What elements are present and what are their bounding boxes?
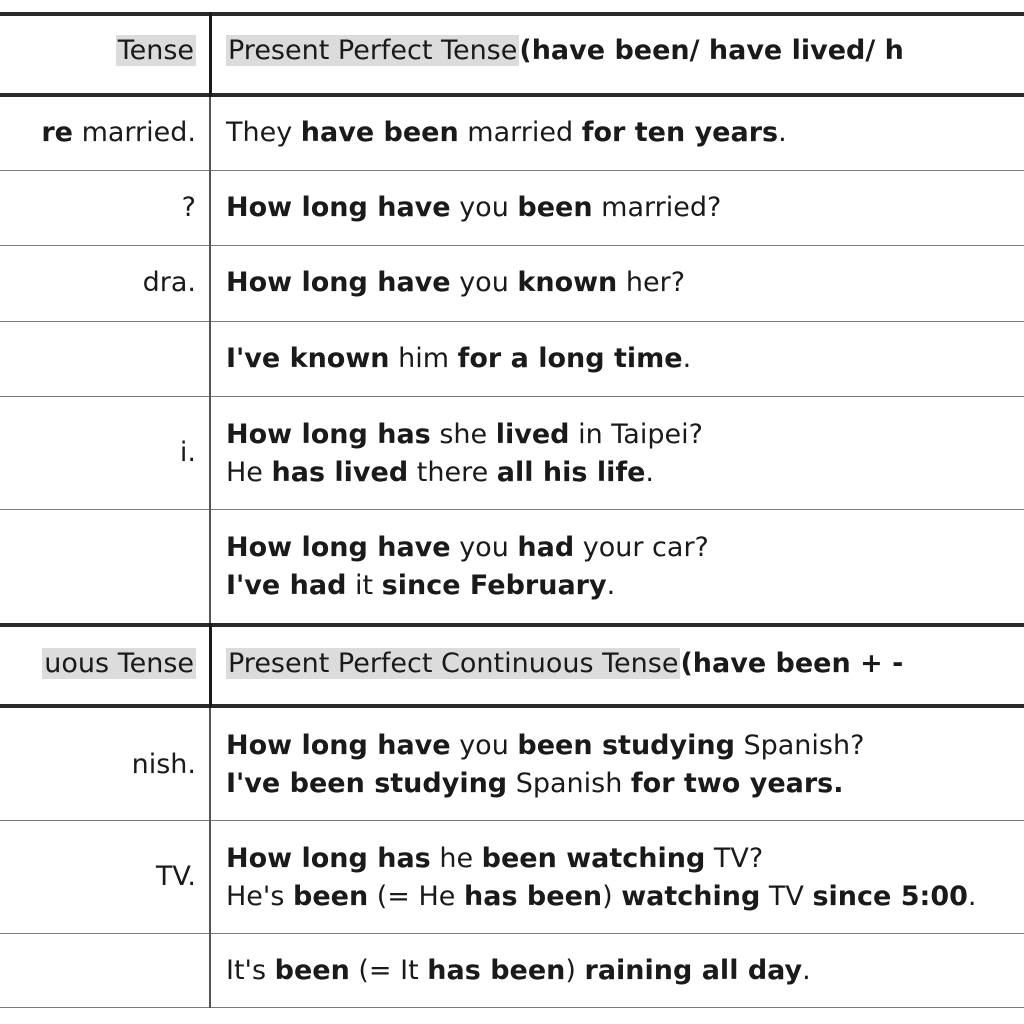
- emphasis-text: How long have: [226, 532, 451, 563]
- header1-forms: (have been/ have lived/ h: [519, 35, 904, 66]
- plain-text: It's: [226, 955, 275, 986]
- plain-text: (= He: [368, 881, 465, 912]
- emphasis-text: lived: [495, 419, 570, 450]
- s2-row2-left: TV.: [155, 861, 196, 892]
- plain-text: .: [802, 955, 811, 986]
- emphasis-text: How long have: [226, 730, 451, 761]
- s1-row4-right: [226, 340, 691, 378]
- header2-forms: (have been + -: [680, 648, 904, 679]
- plain-text: ): [565, 955, 585, 986]
- plain-text: He: [226, 457, 272, 488]
- emphasis-text: How long have: [226, 267, 451, 298]
- emphasis-text: How long has: [226, 843, 431, 874]
- s1-row1-left-text: married.: [73, 117, 196, 148]
- plain-text: married: [458, 117, 582, 148]
- s1-row5-right: [226, 416, 703, 492]
- header2-left-text: uous Tense: [44, 648, 194, 679]
- header1-bottom-border: [0, 93, 1024, 97]
- emphasis-text: had: [517, 532, 575, 563]
- s1-row1-right: [226, 114, 787, 152]
- example-line: [226, 840, 977, 878]
- row-divider: [0, 170, 1024, 171]
- column-divider-header2: [209, 623, 212, 708]
- plain-text: .: [778, 117, 787, 148]
- example-line: [226, 567, 709, 605]
- column-divider-section1: [209, 97, 211, 623]
- example-line: [226, 765, 864, 803]
- plain-text: Spanish?: [734, 730, 865, 761]
- s1-row1-left-bold: re: [41, 117, 73, 148]
- plain-text: she: [430, 419, 496, 450]
- s1-row1-left: [41, 114, 196, 152]
- header2-left-cell: [42, 645, 196, 683]
- emphasis-text: since 5:00: [812, 881, 968, 912]
- row-divider: [0, 396, 1024, 397]
- emphasis-text: has been: [427, 955, 566, 986]
- row-divider: [0, 933, 1024, 934]
- plain-text: him: [389, 343, 458, 374]
- row-divider: [0, 509, 1024, 510]
- emphasis-text: been studying: [517, 730, 735, 761]
- row-divider: [0, 245, 1024, 246]
- emphasis-text: been: [517, 192, 593, 223]
- example-line: [226, 340, 691, 378]
- plain-text: TV: [760, 881, 813, 912]
- emphasis-text: have been: [300, 117, 459, 148]
- example-line: [226, 878, 977, 916]
- s1-row2-right: [226, 189, 721, 227]
- example-line: [226, 416, 703, 454]
- s1-row3-left: dra.: [142, 267, 196, 298]
- emphasis-text: for two years.: [630, 768, 844, 799]
- emphasis-text: for a long time: [457, 343, 683, 374]
- plain-text: (= It: [349, 955, 428, 986]
- emphasis-text: watching: [621, 881, 761, 912]
- plain-text: you: [450, 730, 518, 761]
- plain-text: in Taipei?: [569, 419, 703, 450]
- section2-top-border: [0, 623, 1024, 627]
- example-line: [226, 529, 709, 567]
- emphasis-text: known: [517, 267, 618, 298]
- emphasis-text: has lived: [271, 457, 409, 488]
- emphasis-text: been watching: [481, 843, 706, 874]
- emphasis-text: been: [274, 955, 350, 986]
- emphasis-text: I've known: [226, 343, 390, 374]
- plain-text: .: [645, 457, 655, 488]
- plain-text: your car?: [574, 532, 709, 563]
- plain-text: he: [430, 843, 482, 874]
- emphasis-text: since February: [381, 570, 607, 601]
- header1-left-cell: [116, 32, 196, 70]
- plain-text: .: [606, 570, 616, 601]
- header1-title: Present Perfect Tense: [228, 35, 518, 66]
- example-line: [226, 454, 703, 492]
- emphasis-text: all his life: [496, 457, 646, 488]
- s2-row1-left: nish.: [131, 749, 196, 780]
- plain-text: there: [408, 457, 497, 488]
- plain-text: .: [682, 343, 692, 374]
- example-line: [226, 189, 721, 227]
- column-divider-section2: [209, 708, 211, 1008]
- plain-text: you: [450, 267, 518, 298]
- plain-text: you: [450, 532, 518, 563]
- plain-text: They: [226, 117, 301, 148]
- plain-text: you: [450, 192, 518, 223]
- plain-text: it: [346, 570, 382, 601]
- plain-text: Spanish: [507, 768, 631, 799]
- emphasis-text: been: [293, 881, 369, 912]
- header2-bottom-border: [0, 704, 1024, 708]
- emphasis-text: How long have: [226, 192, 451, 223]
- row-divider: [0, 321, 1024, 322]
- example-line: [226, 952, 811, 990]
- column-divider-header1: [209, 12, 212, 97]
- emphasis-text: I've had: [226, 570, 347, 601]
- s1-row5-left: i.: [179, 437, 196, 468]
- s2-row1-right: [226, 727, 864, 803]
- s1-row3-right: [226, 264, 685, 302]
- s2-row3-right: [226, 952, 811, 990]
- example-line: [226, 727, 864, 765]
- plain-text: her?: [617, 267, 686, 298]
- header2-title: Present Perfect Continuous Tense: [228, 648, 679, 679]
- header1-left-text: Tense: [117, 35, 194, 66]
- plain-text: ): [602, 881, 622, 912]
- s1-row6-right: [226, 529, 709, 605]
- plain-text: married?: [592, 192, 722, 223]
- emphasis-text: raining all day: [584, 955, 803, 986]
- header1-right-cell: [226, 32, 904, 70]
- emphasis-text: How long has: [226, 419, 431, 450]
- s2-row2-right: [226, 840, 977, 916]
- example-line: [226, 114, 787, 152]
- emphasis-text: has been: [464, 881, 603, 912]
- header2-right-cell: [226, 645, 903, 683]
- emphasis-text: for ten years: [581, 117, 779, 148]
- table-bottom-border: [0, 1007, 1024, 1008]
- plain-text: He's: [226, 881, 293, 912]
- table-top-border: [0, 12, 1024, 16]
- s1-row2-left: ?: [181, 192, 196, 223]
- emphasis-text: I've been studying: [226, 768, 508, 799]
- plain-text: TV?: [705, 843, 764, 874]
- plain-text: .: [967, 881, 977, 912]
- row-divider: [0, 820, 1024, 821]
- example-line: [226, 264, 685, 302]
